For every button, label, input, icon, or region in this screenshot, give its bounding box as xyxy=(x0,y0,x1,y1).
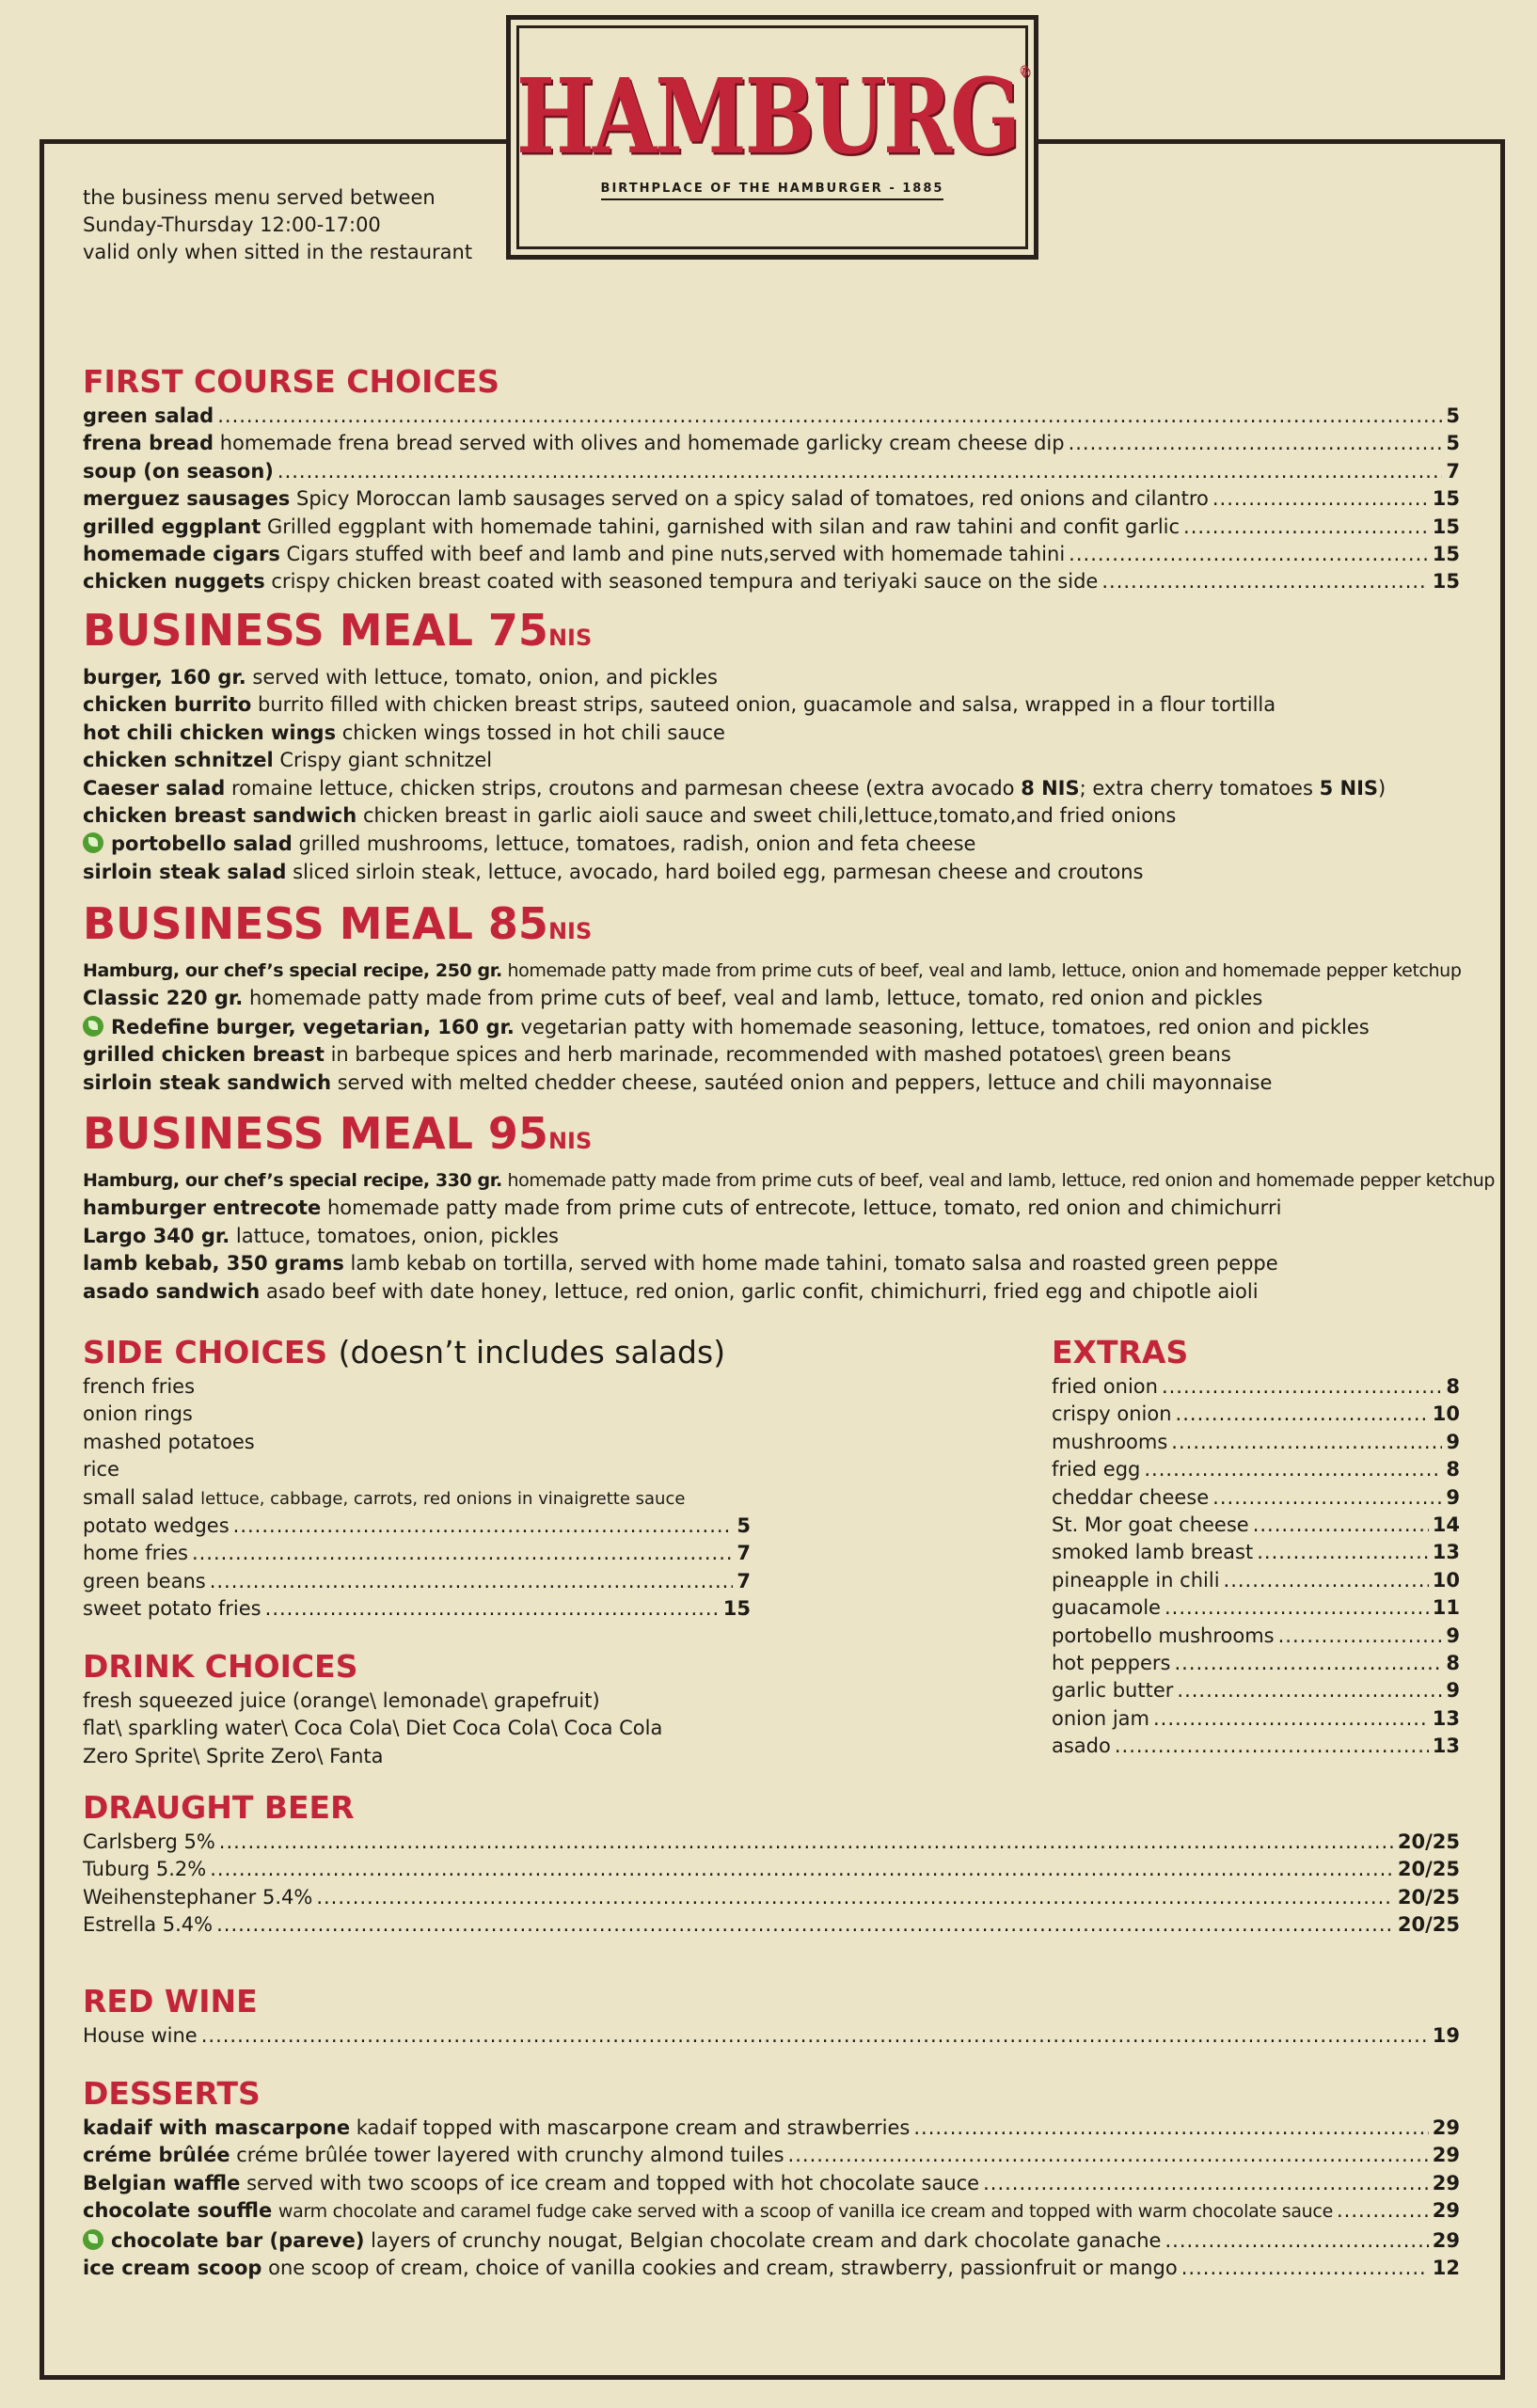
menu-item: asado sandwich asado beef with date honey, lettuce, red onion, garlic confit, chimichurri, fried egg and chipotle aioli xyxy=(83,1279,1259,1303)
side-item: green beans ..... 7 xyxy=(83,1568,751,1595)
extras-section xyxy=(1052,1332,1460,1761)
red-wine-section xyxy=(83,1981,1460,2050)
section-title: BUSINESS MEAL 75NIS xyxy=(83,605,593,656)
dessert-item: kadaif with mascarpone kadaif topped with mascarpone cream and strawberries ..... 29 xyxy=(83,2115,1460,2142)
menu-item: homemade cigars Cigars stuffed with beef and lamb and pine nuts,served with homemade tahini ..... 15 xyxy=(83,541,1460,568)
section-title: FIRST COURSE CHOICES xyxy=(83,363,499,400)
beer-item: Weihenstephaner 5.4% ..... 20/25 xyxy=(83,1884,1460,1911)
vegetarian-leaf-icon xyxy=(83,1016,103,1037)
menu-item: Hamburg, our chef’s special recipe, 330 gr. homemade patty made from prime cuts of beef, veal and lamb, lettuce, red onion and homemade pepper ketchup xyxy=(83,1170,1496,1191)
logo-box xyxy=(506,15,1038,260)
menu-item: Classic 220 gr. homemade patty made from prime cuts of beef, veal and lamb, lettuce, tomato, red onion and pickles xyxy=(83,987,1263,1010)
section-title: DRINK CHOICES xyxy=(83,1648,358,1685)
menu-item: hamburger entrecote homemade patty made from prime cuts of entrecote, lettuce, tomato, red onion and chimichurri xyxy=(83,1196,1282,1220)
extra-item: smoked lamb breast ..... 13 xyxy=(1052,1539,1460,1566)
draught-beer-section xyxy=(83,1787,1460,1940)
extra-item: portobello mushrooms ..... 9 xyxy=(1052,1623,1460,1650)
menu-item: chicken breast sandwich chicken breast in garlic aioli sauce and sweet chili,lettuce,tomato,and fried onions xyxy=(83,804,1177,828)
section-title: SIDE CHOICES (doesn’t includes salads) xyxy=(83,1334,726,1370)
wine-item: House wine ..... 19 xyxy=(83,2022,1460,2050)
drink-line: Zero Sprite\ Sprite Zero\ Fanta xyxy=(83,1744,384,1767)
section-title: BUSINESS MEAL 85NIS xyxy=(83,898,593,949)
menu-item: chicken burrito burrito filled with chicken breast strips, sauteed onion, guacamole and salsa, wrapped in a flour tortilla xyxy=(83,693,1276,717)
drink-line: flat\ sparkling water\ Coca Cola\ Diet Coca Cola\ Coca Cola xyxy=(83,1717,663,1740)
menu-item: soup (on season) ..... 7 xyxy=(83,458,1460,485)
extra-item: asado ..... 13 xyxy=(1052,1733,1460,1760)
beer-item: Tuburg 5.2% ..... 20/25 xyxy=(83,1856,1460,1883)
side-item: onion rings xyxy=(83,1402,193,1426)
dessert-item: chocolate bar (pareve) layers of crunchy nougat, Belgian chocolate cream and dark chocolate ganache ..... 29 xyxy=(83,2226,1460,2255)
extra-item: guacamole ..... 11 xyxy=(1052,1594,1460,1622)
extra-item: crispy onion ..... 10 xyxy=(1052,1401,1460,1428)
business-meal-85-section xyxy=(83,897,1460,1097)
hamburg-logo: HAMBURG® xyxy=(515,55,1029,177)
extra-item: onion jam ..... 13 xyxy=(1052,1705,1460,1733)
first-course-section xyxy=(83,361,1460,596)
extra-item: fried egg ..... 8 xyxy=(1052,1456,1460,1483)
business-meal-75-section xyxy=(83,604,1460,886)
logo-tagline: BIRTHPLACE OF THE HAMBURGER - 1885 xyxy=(601,182,944,200)
extra-item: pineapple in chili ..... 10 xyxy=(1052,1567,1460,1594)
side-item: mashed potatoes xyxy=(83,1430,255,1453)
vegetarian-leaf-icon xyxy=(83,2229,103,2250)
menu-item: Redefine burger, vegetarian, 160 gr. vegetarian patty with homemade seasoning, lettuce, tomatoes, red onion and pickles xyxy=(83,1013,1460,1041)
section-title: EXTRAS xyxy=(1052,1334,1189,1370)
vegetarian-leaf-icon xyxy=(83,832,103,853)
menu-item: sirloin steak salad sliced sirloin steak, lettuce, avocado, hard boiled egg, parmesan cheese and croutons xyxy=(83,860,1144,883)
business-meal-95-section xyxy=(83,1107,1496,1306)
section-title: RED WINE xyxy=(83,1983,258,2020)
menu-item: chicken nuggets crispy chicken breast coated with seasoned tempura and teriyaki sauce on the side ..... 15 xyxy=(83,568,1460,595)
menu-item: Largo 340 gr. lattuce, tomatoes, onion, pickles xyxy=(83,1224,559,1247)
section-title: DESSERTS xyxy=(83,2075,261,2112)
menu-item: grilled chicken breast in barbeque spices and herb marinade, recommended with mashed potatoes\ green beans xyxy=(83,1043,1231,1067)
side-choices-section xyxy=(83,1332,751,1624)
side-item: rice xyxy=(83,1458,119,1481)
beer-item: Carlsberg 5% ..... 20/25 xyxy=(83,1829,1460,1856)
extra-item: mushrooms ..... 9 xyxy=(1052,1429,1460,1456)
intro-line: valid only when sitted in the restaurant xyxy=(83,241,473,263)
menu-item: burger, 160 gr. served with lettuce, tomato, onion, and pickles xyxy=(83,666,718,689)
menu-item: hot chili chicken wings chicken wings tossed in hot chili sauce xyxy=(83,721,725,744)
drink-choices-section xyxy=(83,1646,835,1770)
desserts-section xyxy=(83,2073,1460,2282)
menu-item: grilled eggplant Grilled eggplant with homemade tahini, garnished with silan and raw tahini and confit garlic ..... 15 xyxy=(83,514,1460,541)
side-item: sweet potato fries ..... 15 xyxy=(83,1595,751,1623)
menu-item: Hamburg, our chef’s special recipe, 250 gr. homemade patty made from prime cuts of beef, veal and lamb, lettuce, onion and homemade pepper ketchup xyxy=(83,960,1462,981)
menu-item: lamb kebab, 350 grams lamb kebab on tortilla, served with home made tahini, tomato salsa and roasted green peppe xyxy=(83,1252,1278,1275)
extra-item: hot peppers ..... 8 xyxy=(1052,1650,1460,1677)
menu-item: Caeser salad romaine lettuce, chicken strips, croutons and parmesan cheese (extra avocado 8 NIS; extra cherry tomatoes 5 NIS) xyxy=(83,776,1386,800)
dessert-item: chocolate souffle warm chocolate and caramel fudge cake served with a scoop of vanilla ice cream and topped with warm chocolate sauce ..... 29 xyxy=(83,2197,1460,2226)
dessert-item: créme brûlée créme brûlée tower layered with crunchy almond tuiles ..... 29 xyxy=(83,2142,1460,2169)
side-item: home fries ..... 7 xyxy=(83,1540,751,1567)
side-item: potato wedges ..... 5 xyxy=(83,1513,751,1540)
extra-item: fried onion ..... 8 xyxy=(1052,1373,1460,1401)
menu-item: green salad ..... 5 xyxy=(83,403,1460,430)
intro-line: the business menu served between xyxy=(83,186,436,209)
intro-line: Sunday-Thursday 12:00-17:00 xyxy=(83,214,381,236)
side-item: french fries xyxy=(83,1375,196,1398)
menu-item: sirloin steak sandwich served with melted chedder cheese, sautéed onion and peppers, lettuce and chili mayonnaise xyxy=(83,1070,1273,1094)
extra-item: St. Mor goat cheese ..... 14 xyxy=(1052,1512,1460,1539)
dessert-item: Belgian waffle served with two scoops of ice cream and topped with hot chocolate sauce ..... 29 xyxy=(83,2170,1460,2197)
business-hours-note xyxy=(83,184,472,266)
section-title: DRAUGHT BEER xyxy=(83,1789,355,1826)
section-title: BUSINESS MEAL 95NIS xyxy=(83,1108,593,1159)
extra-item: garlic butter ..... 9 xyxy=(1052,1677,1460,1704)
menu-item: portobello salad grilled mushrooms, lettuce, tomatoes, radish, onion and feta cheese xyxy=(83,830,1460,858)
side-item: small salad lettuce, cabbage, carrots, red onions in vinaigrette sauce xyxy=(83,1485,686,1509)
menu-item: chicken schnitzel Crispy giant schnitzel xyxy=(83,749,493,772)
beer-item: Estrella 5.4% ..... 20/25 xyxy=(83,1911,1460,1939)
drink-line: fresh squeezed juice (orange\ lemonade\ grapefruit) xyxy=(83,1689,600,1712)
menu-item: merguez sausages Spicy Moroccan lamb sausages served on a spicy salad of tomatoes, red onions and cilantro ..... 15 xyxy=(83,485,1460,513)
dessert-item: ice cream scoop one scoop of cream, choice of vanilla cookies and cream, strawberry, passionfruit or mango ..... 12 xyxy=(83,2255,1460,2282)
extra-item: cheddar cheese ..... 9 xyxy=(1052,1484,1460,1512)
menu-item: frena bread homemade frena bread served with olives and homemade garlicky cream cheese dip ..... 5 xyxy=(83,430,1460,457)
